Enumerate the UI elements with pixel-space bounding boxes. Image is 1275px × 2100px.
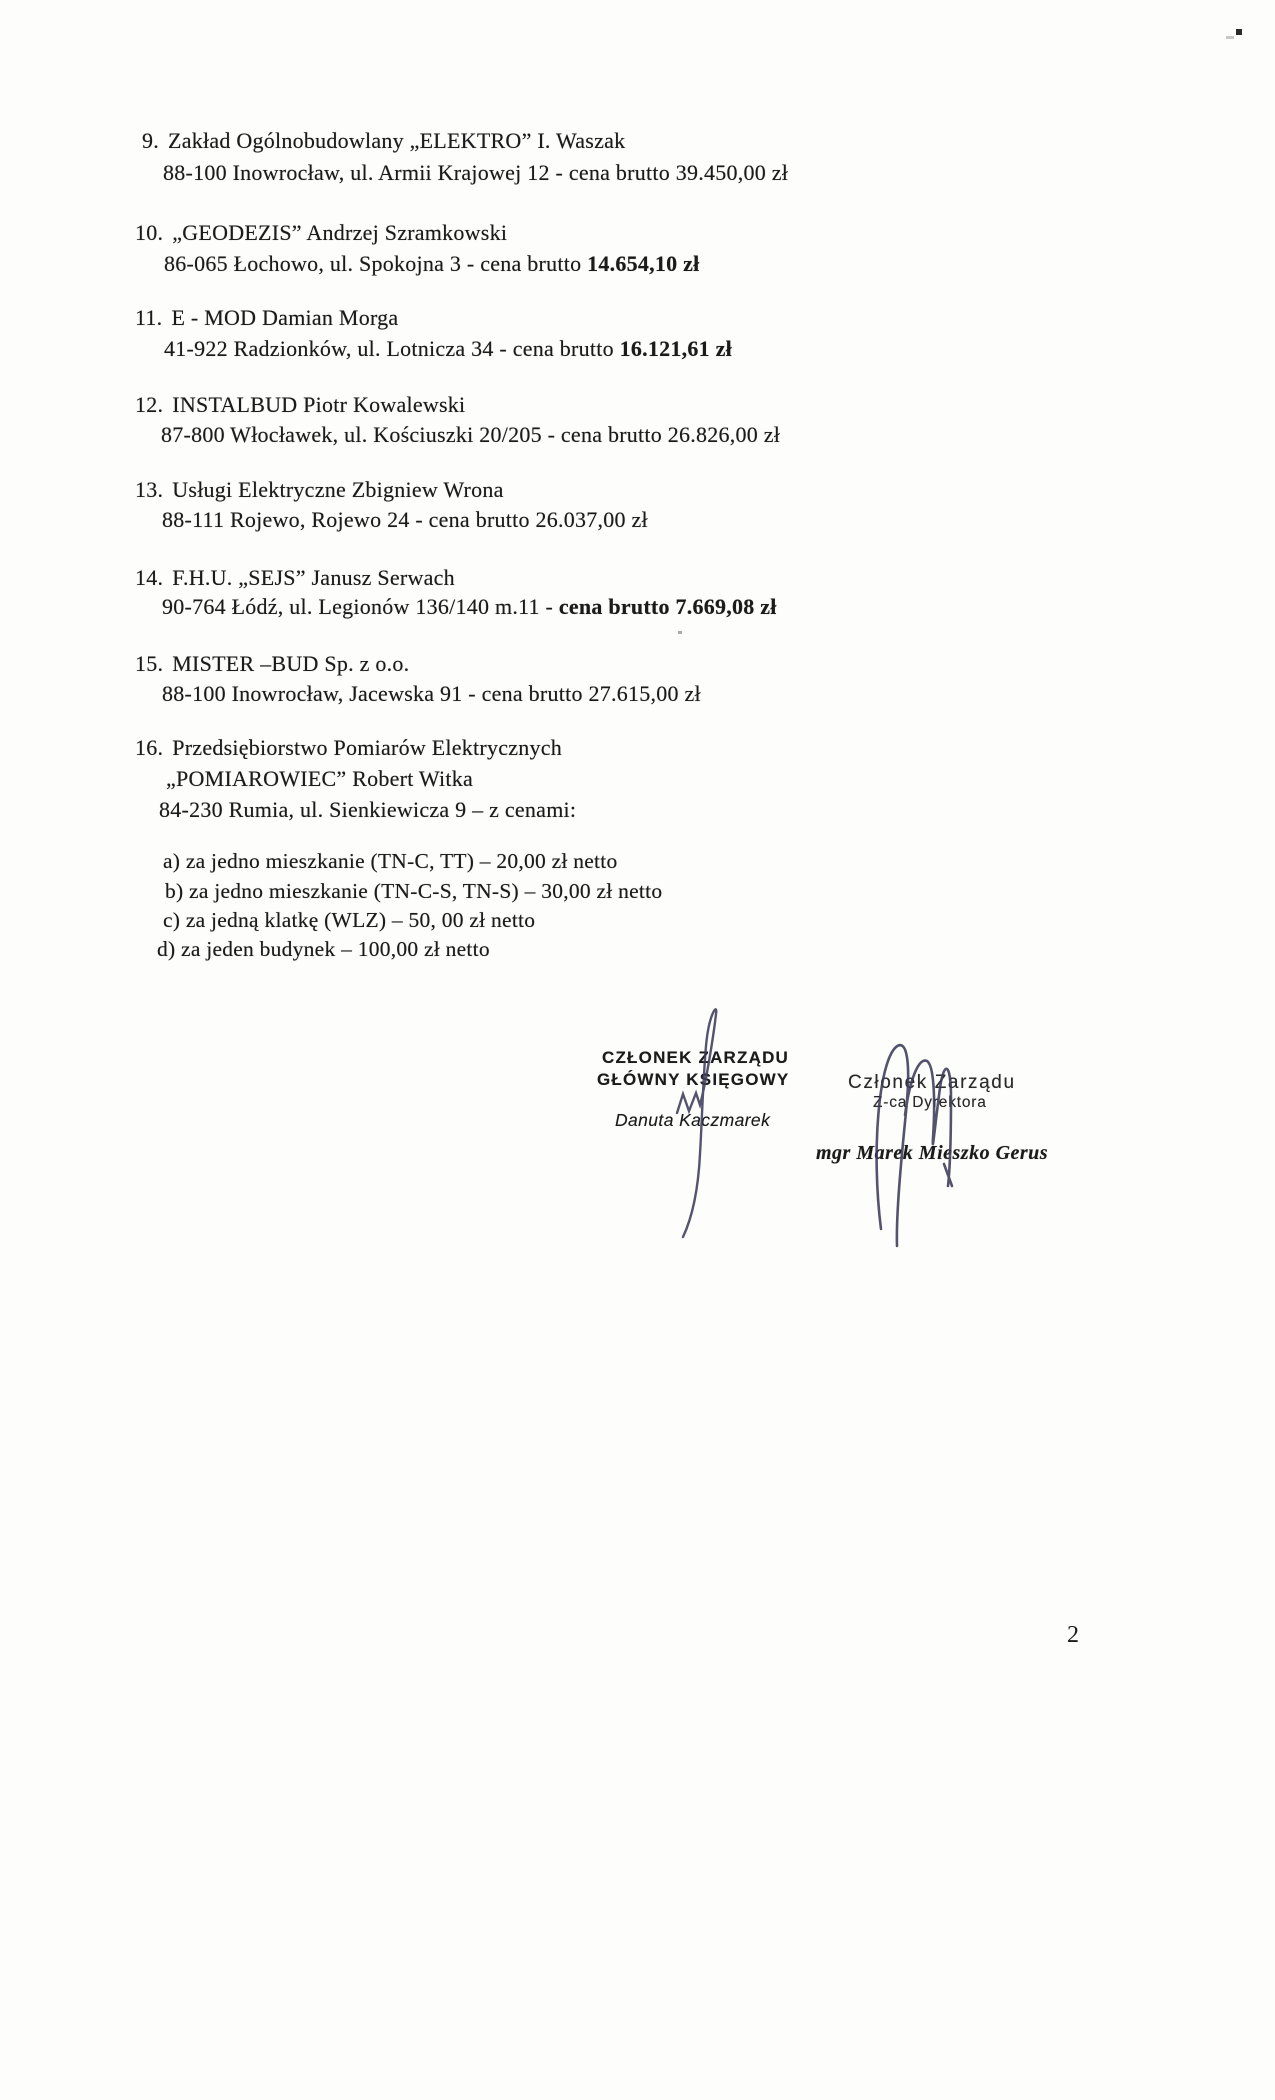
- bidder-number: 15.: [135, 651, 164, 676]
- bidder-name: INSTALBUD Piotr Kowalewski: [172, 392, 466, 417]
- bidder-12-address-line: [161, 422, 780, 448]
- bidder-number: 9.: [142, 128, 159, 153]
- scan-speck-middle: [678, 631, 682, 634]
- bidder-15-address-line: [162, 681, 701, 707]
- bidder-address: 88-111 Rojewo, Rojewo 24 - cena brutto 26.037,00 zł: [162, 507, 648, 532]
- price-option-d: d) za jeden budynek – 100,00 zł netto: [157, 937, 490, 961]
- bidder-14-address-line: [162, 594, 777, 620]
- signature-left-title-1: CZŁONEK ZARZĄDU: [602, 1048, 790, 1067]
- scan-speck-top-right: [1236, 29, 1242, 35]
- signature-left-name: Danuta Kaczmarek: [615, 1110, 771, 1130]
- bidder-number: 10.: [135, 220, 164, 245]
- bidder-address: 41-922 Radzionków, ul. Lotnicza 34 - cena brutto: [164, 336, 620, 361]
- bidder-name: Przedsiębiorstwo Pomiarów Elektrycznych: [172, 735, 563, 760]
- bidder-address: 90-764 Łódź, ul. Legionów 136/140 m.11 -: [162, 594, 559, 619]
- bidder-16-title-line: [135, 735, 562, 761]
- bidder-number: 16.: [135, 735, 164, 760]
- bidder-10-address-line: [164, 251, 699, 277]
- bidder-name: MISTER –BUD Sp. z o.o.: [172, 651, 410, 676]
- bidder-12-title-line: [135, 392, 465, 418]
- bidder-number: 12.: [135, 392, 164, 417]
- signature-right-title-1: Członek Zarządu: [848, 1072, 1016, 1093]
- bidder-15-title-line: [135, 651, 409, 677]
- bidder-price: cena brutto 7.669,08 zł: [558, 594, 777, 619]
- bidder-14-title-line: [135, 565, 455, 591]
- bidder-13-title-line: [135, 477, 504, 503]
- bidder-13-address-line: [162, 507, 648, 533]
- bidder-16-address-line: [159, 797, 576, 823]
- bidder-10-title-line: [135, 220, 507, 246]
- bidder-number: 11.: [135, 305, 163, 330]
- bidder-name: F.H.U. „SEJS” Janusz Serwach: [172, 565, 455, 590]
- bidder-name: Zakład Ogólnobudowlany „ELEKTRO” I. Waszak: [168, 128, 626, 153]
- price-option-c: c) za jedną klatkę (WLZ) – 50, 00 zł netto: [163, 908, 536, 932]
- bidder-address: 88-100 Inowrocław, ul. Armii Krajowej 12 - cena brutto 39.450,00 zł: [163, 160, 789, 185]
- signature-right-name: mgr Marek Mieszko Gerus: [816, 1142, 1049, 1164]
- bidder-address: 84-230 Rumia, ul. Sienkiewicza 9 – z cenami:: [159, 797, 577, 822]
- signature-left-title-2: GŁÓWNY KSIĘGOWY: [597, 1070, 790, 1089]
- bidder-16-name2-line: [166, 766, 473, 792]
- signature-right-title-2: Z-ca Dyrektora: [873, 1094, 987, 1111]
- bidder-11-title-line: [135, 305, 398, 331]
- bidder-price: 16.121,61 zł: [619, 336, 732, 361]
- bidder-name-2: „POMIAROWIEC” Robert Witka: [166, 766, 474, 791]
- bidder-address: 87-800 Włocławek, ul. Kościuszki 20/205 - cena brutto 26.826,00 zł: [161, 422, 781, 447]
- price-option-b: b) za jedno mieszkanie (TN-C-S, TN-S) – 30,00 zł netto: [165, 879, 663, 903]
- bidder-11-address-line: [164, 336, 732, 362]
- page-number: 2: [1067, 1622, 1079, 1648]
- bidder-price: 14.654,10 zł: [587, 251, 700, 276]
- bidder-number: 14.: [135, 565, 164, 590]
- scan-speck-faint: [1226, 36, 1234, 39]
- price-option-a: a) za jedno mieszkanie (TN-C, TT) – 20,00 zł netto: [163, 849, 618, 873]
- bidder-number: 13.: [135, 477, 164, 502]
- bidder-name: E - MOD Damian Morga: [171, 305, 399, 330]
- bidder-address: 88-100 Inowrocław, Jacewska 91 - cena brutto 27.615,00 zł: [162, 681, 701, 706]
- bidder-9-address-line: [163, 160, 788, 186]
- bidder-address: 86-065 Łochowo, ul. Spokojna 3 - cena brutto: [164, 251, 588, 276]
- bidder-9-title-line: [142, 128, 625, 154]
- bidder-name: Usługi Elektryczne Zbigniew Wrona: [172, 477, 504, 502]
- bidder-name: „GEODEZIS” Andrzej Szramkowski: [172, 220, 508, 245]
